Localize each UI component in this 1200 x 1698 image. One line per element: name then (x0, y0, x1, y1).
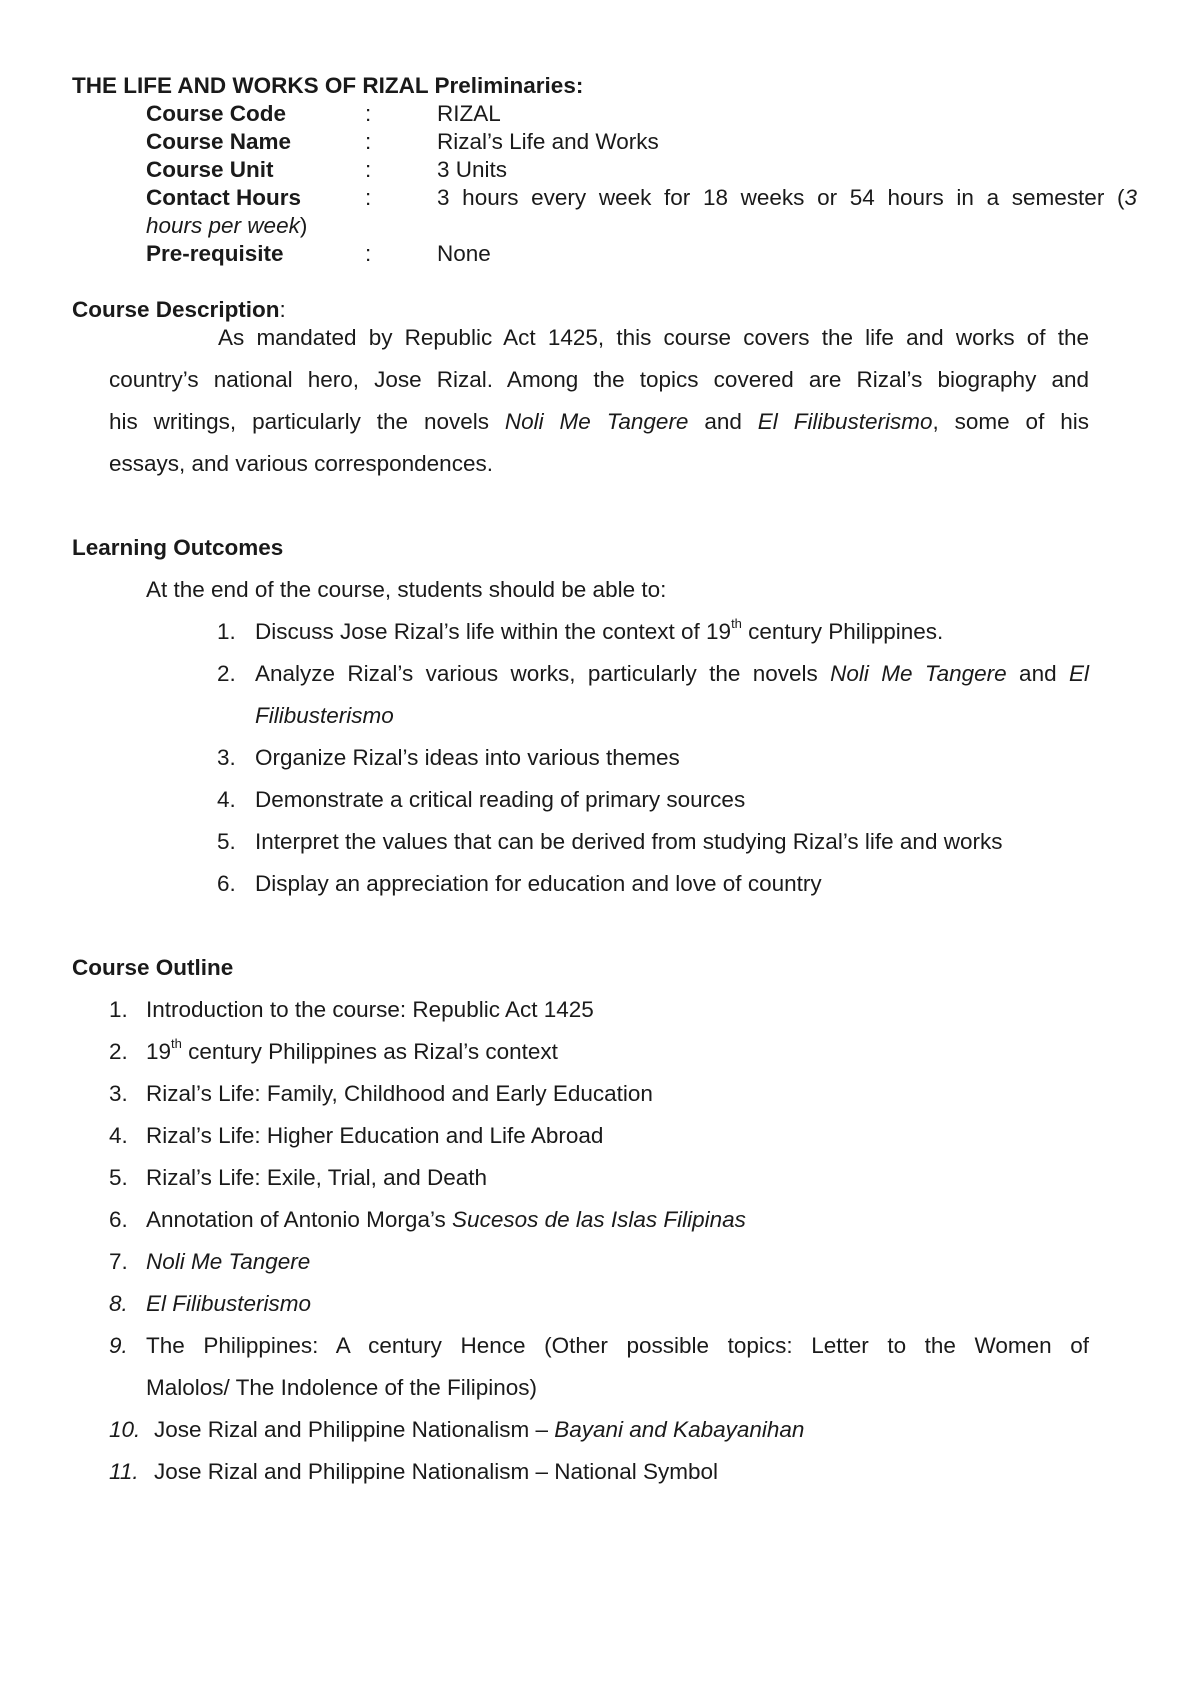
outline-number: 10. (109, 1417, 141, 1442)
outcome-item: Demonstrate a critical reading of primary sources (255, 787, 746, 812)
outcome-item: Interpret the values that can be derived from studying Rizal’s life and works (255, 829, 1003, 854)
outcome-item: Analyze Rizal’s various works, particularly the novels Noli Me Tangere and El (255, 661, 1089, 686)
outline-number: 4. (109, 1123, 128, 1148)
outline-item: Rizal’s Life: Exile, Trial, and Death (146, 1165, 487, 1190)
outline-item: Rizal’s Life: Higher Education and Life Abroad (146, 1123, 604, 1148)
outline-number: 3. (109, 1081, 128, 1106)
outline-item: Noli Me Tangere (146, 1249, 311, 1274)
outline-item: Jose Rizal and Philippine Nationalism – Bayani and Kabayanihan (154, 1417, 805, 1442)
outline-item-cont: Malolos/ The Indolence of the Filipinos) (146, 1375, 538, 1400)
outline-item: Introduction to the course: Republic Act 1425 (146, 997, 594, 1022)
outline-number: 5. (109, 1165, 128, 1190)
outcome-number: 6. (217, 871, 236, 896)
outline-item: Rizal’s Life: Family, Childhood and Early Education (146, 1081, 653, 1106)
outline-item: El Filibusterismo (146, 1291, 312, 1316)
outline-number: 7. (109, 1249, 128, 1274)
contact-hours-value: 3 hours every week for 18 weeks or 54 hours in a semester (3 (437, 185, 1137, 210)
course-name-sep: : (365, 129, 372, 154)
prereq-value: None (437, 241, 491, 266)
course-unit-value: 3 Units (437, 157, 508, 182)
outcome-item: Discuss Jose Rizal’s life within the context of 19th century Philippines. (255, 615, 944, 644)
prereq-sep: : (365, 241, 372, 266)
contact-hours-sep: : (365, 185, 372, 210)
course-name-label: Course Name (146, 129, 292, 154)
outcomes-intro: At the end of the course, students should be able to: (146, 577, 667, 602)
course-code-label: Course Code (146, 101, 287, 126)
outcome-number: 4. (217, 787, 236, 812)
outcome-number: 2. (217, 661, 236, 686)
description-line-2: country’s national hero, Jose Rizal. Among the topics covered are Rizal’s biography and (109, 367, 1089, 392)
outcome-item: Organize Rizal’s ideas into various themes (255, 745, 680, 770)
course-name-value: Rizal’s Life and Works (437, 129, 659, 154)
outline-item: The Philippines: A century Hence (Other possible topics: Letter to the Women of (146, 1333, 1089, 1358)
course-code-sep: : (365, 101, 372, 126)
outcome-number: 3. (217, 745, 236, 770)
contact-hours-label: Contact Hours (146, 185, 302, 210)
outline-number: 2. (109, 1039, 128, 1064)
course-code-value: RIZAL (437, 101, 501, 126)
course-unit-label: Course Unit (146, 157, 274, 182)
document-title (72, 73, 583, 99)
outline-item: 19th century Philippines as Rizal’s context (146, 1035, 558, 1064)
outline-item: Jose Rizal and Philippine Nationalism – National Symbol (154, 1459, 719, 1484)
outline-number: 6. (109, 1207, 128, 1232)
outline-number: 9. (109, 1333, 128, 1358)
outline-item: Annotation of Antonio Morga’s Sucesos de las Islas Filipinas (146, 1207, 746, 1232)
description-heading: Course Description: (72, 297, 286, 322)
outcome-item: Display an appreciation for education and love of country (255, 871, 822, 896)
outline-number: 8. (109, 1291, 128, 1316)
description-line-1: As mandated by Republic Act 1425, this course covers the life and works of the (218, 325, 1089, 350)
outcomes-heading: Learning Outcomes (72, 535, 284, 560)
course-unit-sep: : (365, 157, 372, 182)
description-line-4: essays, and various correspondences. (109, 451, 493, 476)
title-text: THE LIFE AND WORKS OF RIZAL (72, 73, 429, 98)
prereq-label: Pre-requisite (146, 241, 284, 266)
outcome-item-cont: Filibusterismo (255, 703, 394, 728)
title-suffix: Preliminaries: (434, 73, 584, 98)
outcome-number: 5. (217, 829, 236, 854)
outline-heading: Course Outline (72, 955, 234, 980)
outline-number: 1. (109, 997, 128, 1022)
description-line-3: his writings, particularly the novels Noli Me Tangere and El Filibusterismo, some of his (109, 409, 1089, 434)
outcome-number: 1. (217, 619, 236, 644)
outline-number: 11. (109, 1459, 139, 1484)
contact-hours-cont: hours per week) (146, 213, 308, 238)
